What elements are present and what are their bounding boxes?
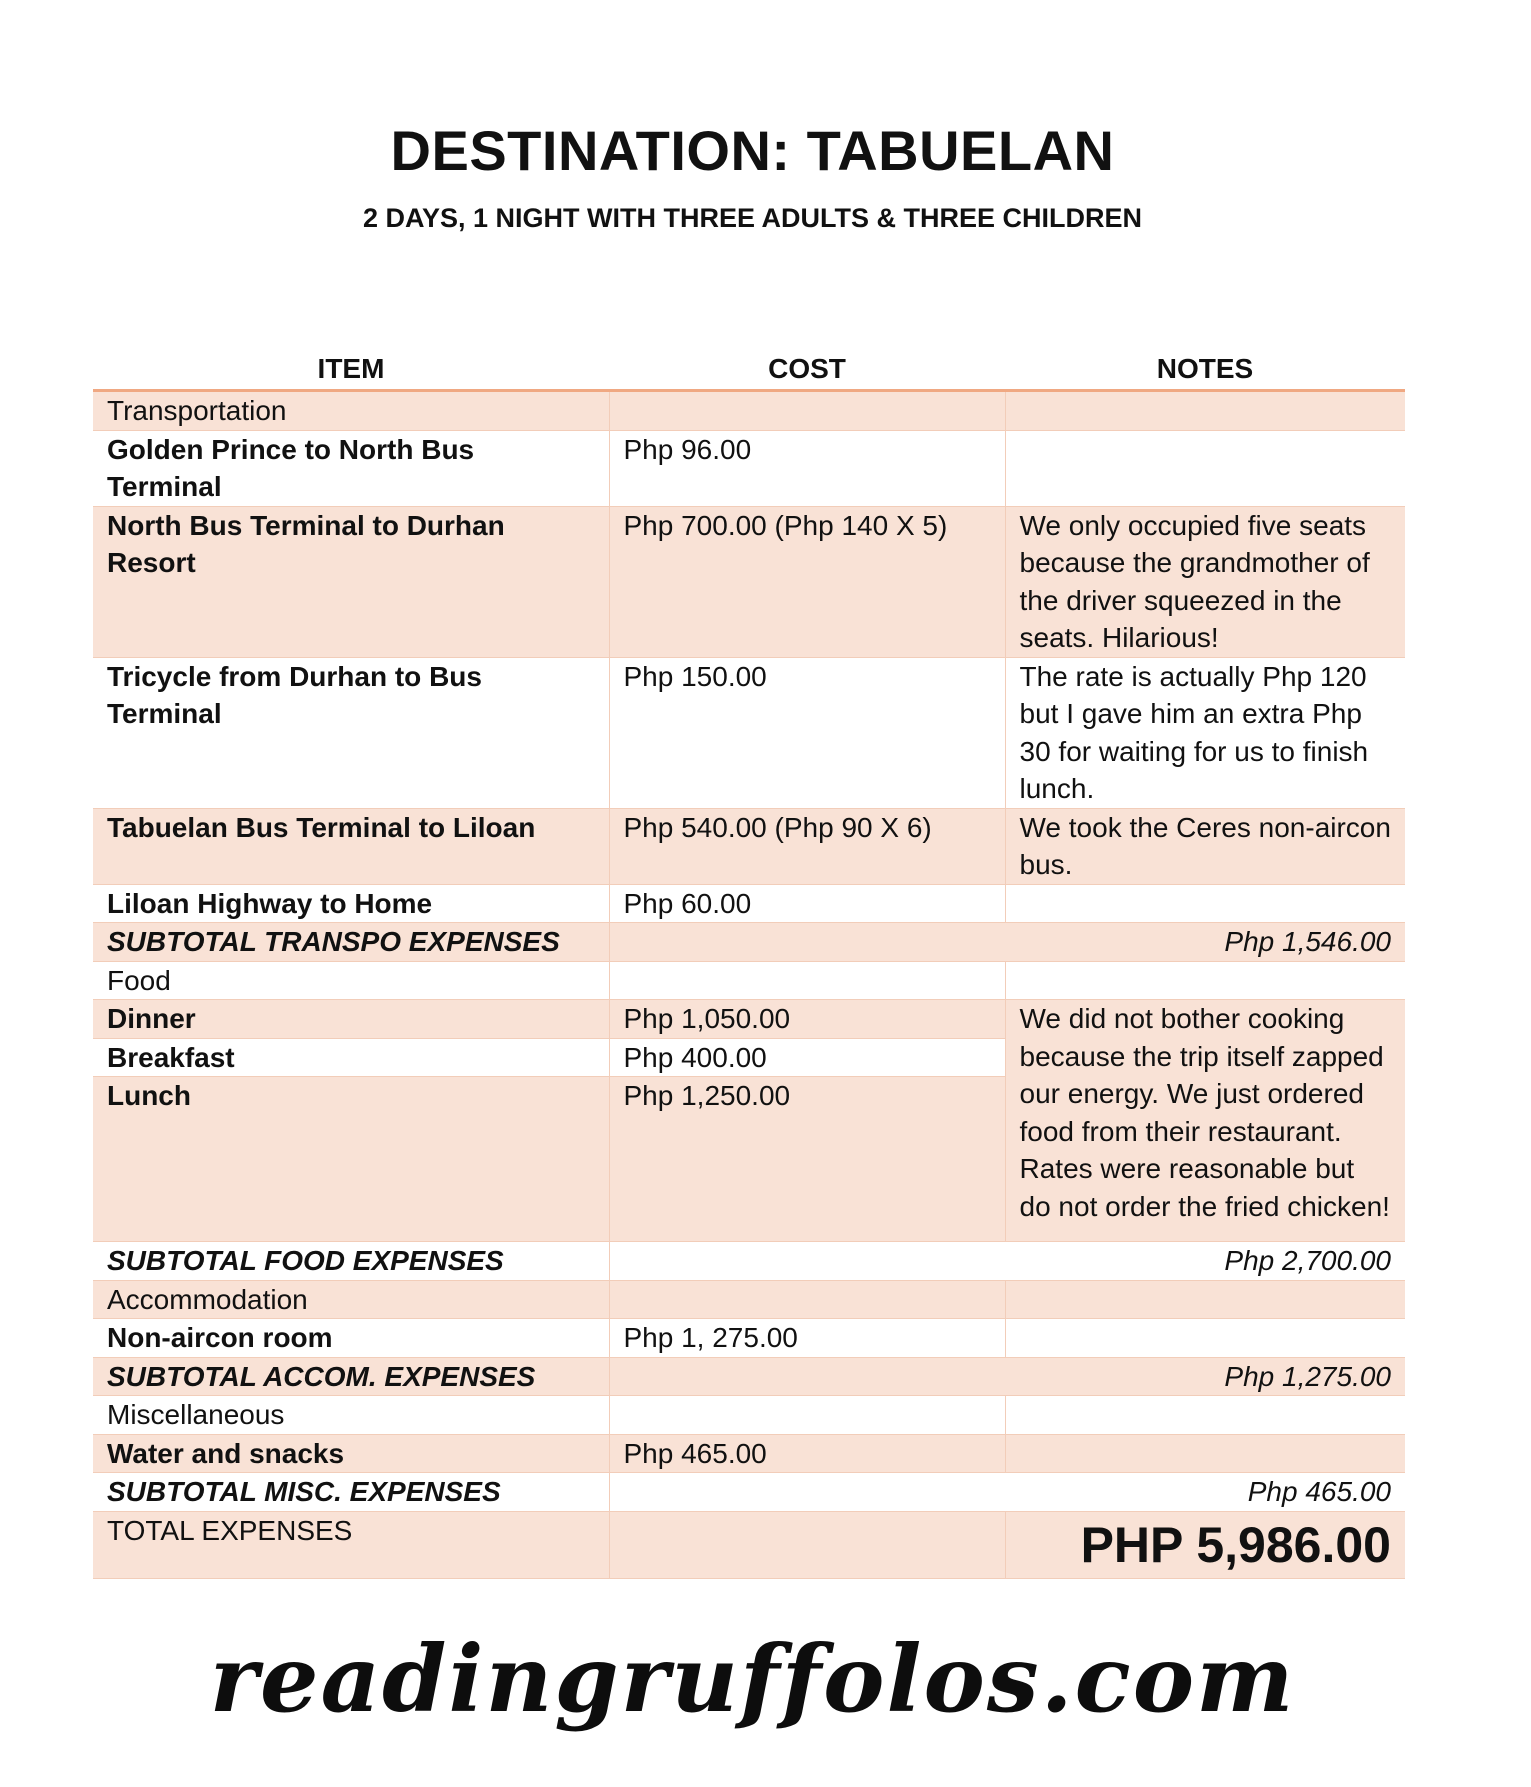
item-cell: Lunch — [93, 1077, 609, 1242]
table-row — [93, 657, 1405, 808]
column-header-notes: NOTES — [1005, 347, 1405, 391]
table-row — [93, 506, 1405, 657]
table-row — [93, 1434, 1405, 1473]
cost-cell: Php 540.00 (Php 90 X 6) — [609, 808, 1005, 884]
item-cell: Breakfast — [93, 1038, 609, 1077]
table-row — [93, 808, 1405, 884]
item-cell: Dinner — [93, 1000, 609, 1039]
note-cell: We took the Ceres non-aircon bus. — [1005, 808, 1405, 884]
cost-cell: Php 465.00 — [609, 1434, 1005, 1473]
total-label: TOTAL EXPENSES — [93, 1511, 609, 1578]
cost-cell: Php 1,050.00 — [609, 1000, 1005, 1039]
page-subtitle: 2 DAYS, 1 NIGHT WITH THREE ADULTS & THREE CHILDREN — [362, 203, 1143, 233]
section-label: Miscellaneous — [93, 1396, 609, 1435]
column-header-item: ITEM — [93, 347, 609, 391]
section-label: Food — [93, 961, 609, 1000]
column-header-cost: COST — [609, 347, 1005, 391]
table-row — [93, 430, 1405, 506]
cost-cell: Php 1, 275.00 — [609, 1319, 1005, 1358]
section-label: Transportation — [93, 391, 609, 431]
page-title: DESTINATION: TABUELAN — [390, 119, 1115, 182]
cost-cell: Php 400.00 — [609, 1038, 1005, 1077]
item-cell: Water and snacks — [93, 1434, 609, 1473]
subtotal-row-food — [93, 1242, 1405, 1281]
item-cell: Golden Prince to North Bus Terminal — [93, 430, 609, 506]
subtotal-label: SUBTOTAL TRANSPO EXPENSES — [93, 923, 609, 962]
subtotal-value: Php 1,275.00 — [609, 1357, 1405, 1396]
section-row-accommodation — [93, 1280, 1405, 1319]
cost-cell: Php 150.00 — [609, 657, 1005, 808]
subtotal-value: Php 1,546.00 — [609, 923, 1405, 962]
item-cell: Liloan Highway to Home — [93, 884, 609, 923]
note-cell — [1005, 430, 1405, 506]
subtotal-value: Php 2,700.00 — [609, 1242, 1405, 1281]
expense-table — [93, 347, 1405, 1579]
note-cell — [1005, 884, 1405, 923]
cost-cell: Php 96.00 — [609, 430, 1005, 506]
total-value: PHP 5,986.00 — [1005, 1511, 1405, 1578]
table-row — [93, 1319, 1405, 1358]
section-row-misc — [93, 1396, 1405, 1435]
table-header-row — [93, 347, 1405, 391]
site-watermark: readingruffolos.com — [209, 1625, 1296, 1733]
section-label: Accommodation — [93, 1280, 609, 1319]
item-cell: Non-aircon room — [93, 1319, 609, 1358]
cost-cell: Php 60.00 — [609, 884, 1005, 923]
item-cell: Tricycle from Durhan to Bus Terminal — [93, 657, 609, 808]
subtotal-label: SUBTOTAL MISC. EXPENSES — [93, 1473, 609, 1512]
subtotal-row-misc — [93, 1473, 1405, 1512]
subtotal-value: Php 465.00 — [609, 1473, 1405, 1512]
subtotal-label: SUBTOTAL FOOD EXPENSES — [93, 1242, 609, 1281]
section-row-food — [93, 961, 1405, 1000]
table-row — [93, 1000, 1405, 1039]
note-cell: We did not bother cooking because the trip itself zapped our energy. We just ordered food from their restaurant. Rates were reasonable but do not order the fried chicken! — [1005, 1000, 1405, 1242]
section-row-transportation — [93, 391, 1405, 431]
cost-cell: Php 700.00 (Php 140 X 5) — [609, 506, 1005, 657]
subtotal-label: SUBTOTAL ACCOM. EXPENSES — [93, 1357, 609, 1396]
subtotal-row-transpo — [93, 923, 1405, 962]
total-row — [93, 1511, 1405, 1578]
subtotal-row-accom — [93, 1357, 1405, 1396]
note-cell: The rate is actually Php 120 but I gave him an extra Php 30 for waiting for us to finish lunch. — [1005, 657, 1405, 808]
table-row — [93, 884, 1405, 923]
item-cell: Tabuelan Bus Terminal to Liloan — [93, 808, 609, 884]
cost-cell: Php 1,250.00 — [609, 1077, 1005, 1242]
item-cell: North Bus Terminal to Durhan Resort — [93, 506, 609, 657]
note-cell: We only occupied five seats because the grandmother of the driver squeezed in the seats. Hilarious! — [1005, 506, 1405, 657]
